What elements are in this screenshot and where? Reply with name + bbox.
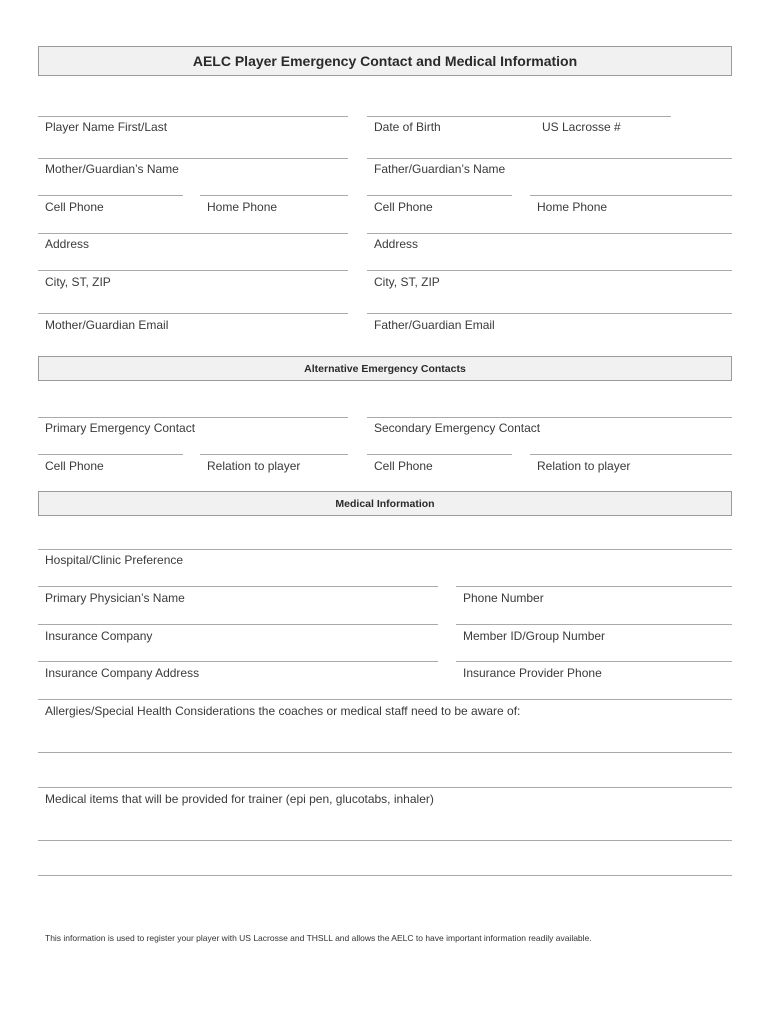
physician-phone-line[interactable] xyxy=(456,586,732,587)
mother-cell-line[interactable] xyxy=(38,195,183,196)
secondary-contact-label: Secondary Emergency Contact xyxy=(374,421,541,435)
secondary-relation-label: Relation to player xyxy=(537,459,631,473)
father-city-line[interactable] xyxy=(367,270,732,271)
allergies-label: Allergies/Special Health Considerations the coaches or medical staff need to be aware of: xyxy=(45,704,521,718)
physician-line[interactable] xyxy=(38,586,438,587)
secondary-contact-line[interactable] xyxy=(367,417,732,418)
mother-name-label: Mother/Guardian’s Name xyxy=(45,162,179,176)
uslax-label: US Lacrosse # xyxy=(542,120,621,134)
hospital-line[interactable] xyxy=(38,549,732,550)
member-id-line[interactable] xyxy=(456,624,732,625)
mother-email-label: Mother/Guardian Email xyxy=(45,318,169,332)
mother-home-line[interactable] xyxy=(200,195,348,196)
medical-items-blank-line-1[interactable] xyxy=(38,840,732,841)
insurance-phone-line[interactable] xyxy=(456,661,732,662)
insurance-phone-label: Insurance Provider Phone xyxy=(463,666,602,680)
mother-home-label: Home Phone xyxy=(207,200,278,214)
hospital-label: Hospital/Clinic Preference xyxy=(45,553,184,567)
insurance-label: Insurance Company xyxy=(45,629,153,643)
father-home-label: Home Phone xyxy=(537,200,608,214)
mother-email-line[interactable] xyxy=(38,313,348,314)
alternative-contacts-heading: Alternative Emergency Contacts xyxy=(38,356,732,381)
father-home-line[interactable] xyxy=(530,195,732,196)
father-name-line[interactable] xyxy=(367,158,732,159)
father-cell-label: Cell Phone xyxy=(374,200,433,214)
medical-items-label: Medical items that will be provided for trainer (epi pen, glucotabs, inhaler) xyxy=(45,792,434,806)
mother-cell-label: Cell Phone xyxy=(45,200,104,214)
physician-phone-label: Phone Number xyxy=(463,591,544,605)
member-id-label: Member ID/Group Number xyxy=(463,629,606,643)
mother-city-label: City, ST, ZIP xyxy=(45,275,111,289)
father-name-label: Father/Guardian’s Name xyxy=(374,162,506,176)
primary-contact-line[interactable] xyxy=(38,417,348,418)
allergies-line[interactable] xyxy=(38,699,732,700)
allergies-blank-line[interactable] xyxy=(38,752,732,753)
father-city-label: City, ST, ZIP xyxy=(374,275,440,289)
father-email-line[interactable] xyxy=(367,313,732,314)
father-cell-line[interactable] xyxy=(367,195,512,196)
mother-address-line[interactable] xyxy=(38,233,348,234)
form-title: AELC Player Emergency Contact and Medical Information xyxy=(38,46,732,76)
primary-relation-label: Relation to player xyxy=(207,459,301,473)
secondary-cell-label: Cell Phone xyxy=(374,459,433,473)
father-address-line[interactable] xyxy=(367,233,732,234)
insurance-line[interactable] xyxy=(38,624,438,625)
mother-name-line[interactable] xyxy=(38,158,348,159)
footer-note: This information is used to register your player with US Lacrosse and THSLL and allows the AELC to have important information readily available. xyxy=(45,933,592,943)
father-address-label: Address xyxy=(374,237,419,251)
medical-items-line[interactable] xyxy=(38,787,732,788)
mother-address-label: Address xyxy=(45,237,90,251)
physician-label: Primary Physician’s Name xyxy=(45,591,185,605)
insurance-address-label: Insurance Company Address xyxy=(45,666,200,680)
dob-line[interactable] xyxy=(367,116,671,117)
secondary-cell-line[interactable] xyxy=(367,454,512,455)
secondary-relation-line[interactable] xyxy=(530,454,732,455)
primary-cell-label: Cell Phone xyxy=(45,459,104,473)
father-email-label: Father/Guardian Email xyxy=(374,318,495,332)
player-name-label: Player Name First/Last xyxy=(45,120,168,134)
primary-cell-line[interactable] xyxy=(38,454,183,455)
insurance-address-line[interactable] xyxy=(38,661,438,662)
dob-label: Date of Birth xyxy=(374,120,441,134)
player-name-line[interactable] xyxy=(38,116,348,117)
primary-relation-line[interactable] xyxy=(200,454,348,455)
primary-contact-label: Primary Emergency Contact xyxy=(45,421,196,435)
medical-items-blank-line-2[interactable] xyxy=(38,875,732,876)
medical-information-heading: Medical Information xyxy=(38,491,732,516)
mother-city-line[interactable] xyxy=(38,270,348,271)
